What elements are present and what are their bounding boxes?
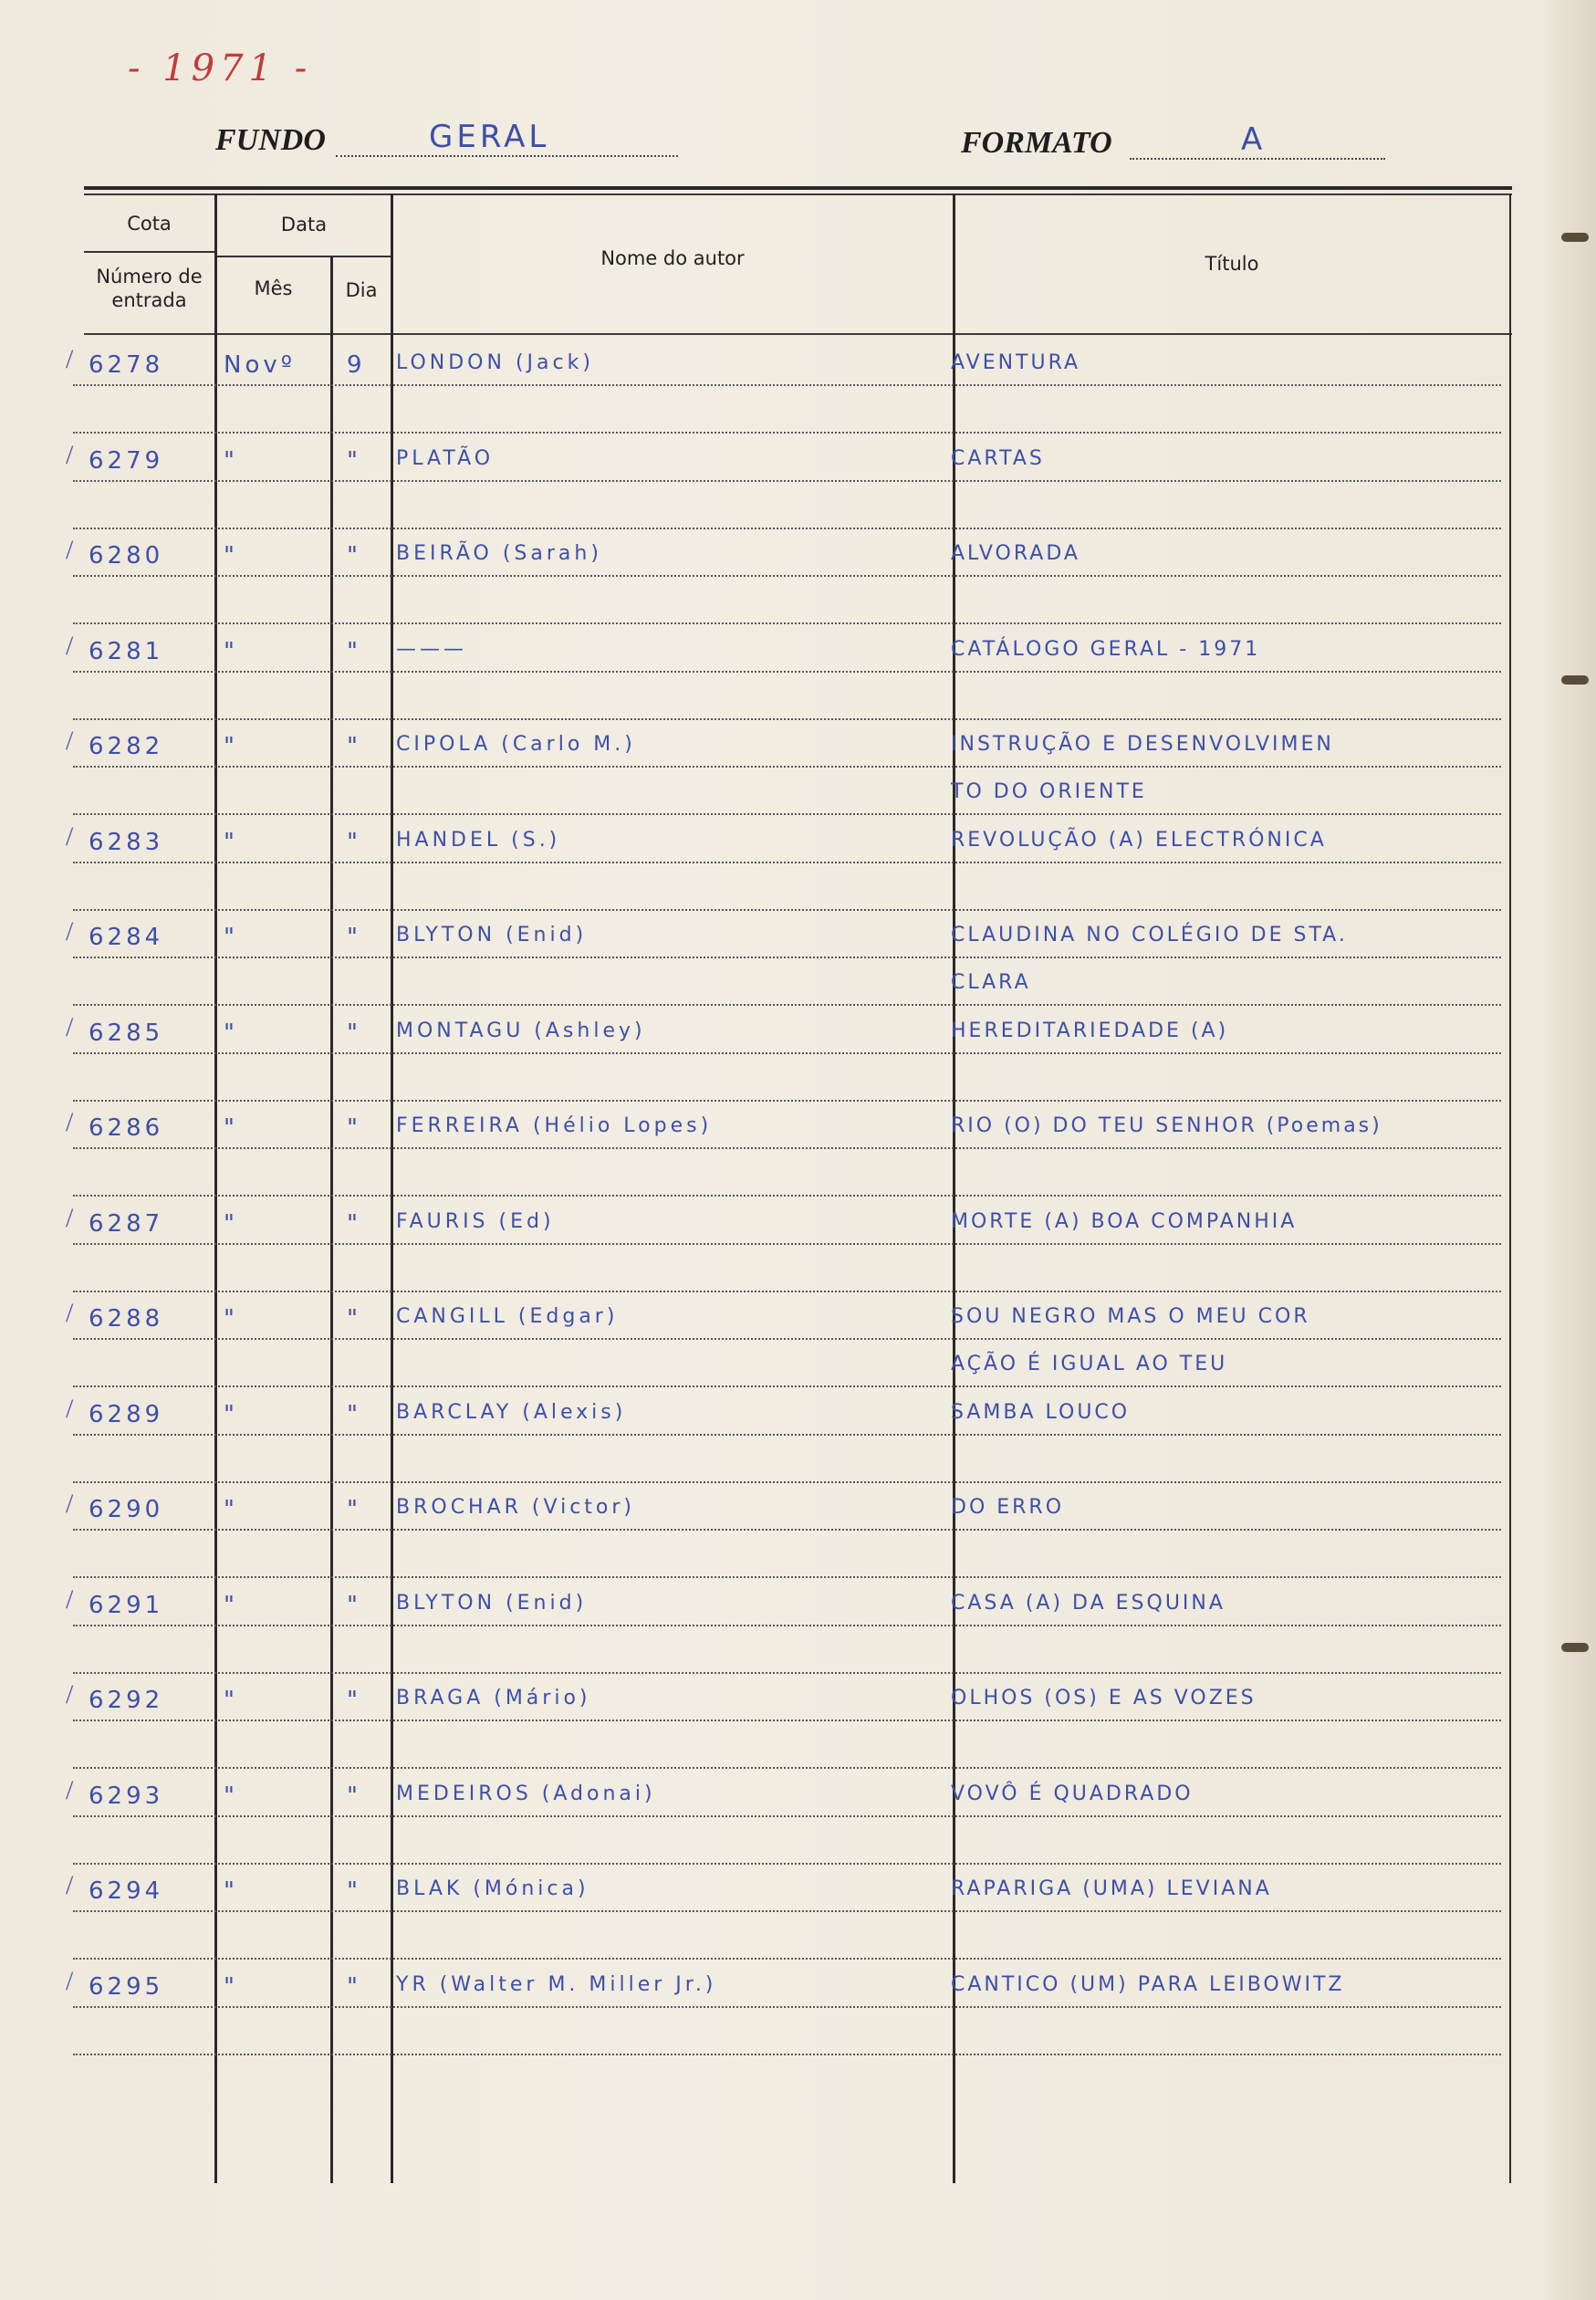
- check-mark-icon: /: [66, 1870, 74, 1900]
- book-title: SOU NEGRO MAS O MEU COR: [951, 1305, 1310, 1328]
- author-name: HANDEL (S.): [396, 828, 561, 852]
- row-rule: [73, 813, 1501, 815]
- book-title: REVOLUÇÃO (A) ELECTRÓNICA: [951, 828, 1327, 852]
- author-name: PLATÃO: [396, 446, 495, 470]
- binder-hole: [1561, 1643, 1589, 1652]
- row-rule: [73, 1910, 1501, 1912]
- book-title: VOVÔ É QUADRADO: [951, 1782, 1194, 1805]
- check-mark-icon: /: [66, 344, 74, 374]
- entry-day: ": [347, 542, 361, 570]
- check-mark-icon: /: [66, 1965, 74, 1996]
- author-name: BLYTON (Enid): [396, 1591, 588, 1615]
- row-rule: [73, 2006, 1501, 2008]
- entry-day: ": [347, 637, 361, 665]
- entry-number: 6292: [89, 1687, 164, 1714]
- author-name: BROCHAR (Victor): [396, 1496, 635, 1519]
- col-header-numero: Número de entrada: [96, 266, 203, 311]
- entry-day: ": [347, 1496, 361, 1523]
- row-rule: [73, 1004, 1501, 1006]
- fundo-value: GERAL: [429, 119, 550, 155]
- row-rule: [73, 1147, 1501, 1149]
- author-name: CANGILL (Edgar): [396, 1305, 619, 1328]
- book-title: DO ERRO: [951, 1496, 1065, 1519]
- book-title-continuation: CLARA: [951, 971, 1031, 994]
- check-mark-icon: /: [66, 1393, 74, 1424]
- check-mark-icon: /: [66, 439, 74, 470]
- col-line-2: [330, 257, 333, 2183]
- entry-number: 6290: [89, 1496, 164, 1523]
- year-note: - 1971 -: [128, 47, 313, 89]
- entry-day: ": [347, 1782, 361, 1810]
- binder-hole: [1561, 233, 1589, 242]
- book-title: CLAUDINA NO COLÉGIO DE STA.: [951, 924, 1348, 946]
- entry-number: 6278: [89, 351, 164, 379]
- book-title: MORTE (A) BOA COMPANHIA: [951, 1209, 1298, 1233]
- row-rule: [73, 1338, 1501, 1340]
- row-rule: [73, 480, 1501, 482]
- row-rule: [73, 862, 1501, 863]
- check-mark-icon: /: [66, 535, 74, 565]
- row-rule: [73, 1863, 1501, 1865]
- check-mark-icon: /: [66, 821, 74, 852]
- binder-hole: [1561, 675, 1589, 685]
- row-rule: [73, 622, 1501, 624]
- row-rule: [73, 1195, 1501, 1197]
- col-header-data: Data: [280, 214, 328, 235]
- entry-number: 6291: [89, 1591, 164, 1619]
- row-rule: [73, 1529, 1501, 1531]
- col-header-titulo: Título: [1205, 253, 1259, 275]
- table-header-bottom-rule: [84, 333, 1512, 335]
- entry-month: ": [224, 1305, 238, 1333]
- check-mark-icon: /: [66, 1774, 74, 1805]
- entry-day: ": [347, 446, 361, 475]
- book-title: CATÁLOGO GERAL - 1971: [951, 637, 1261, 661]
- entry-month: ": [224, 924, 238, 951]
- entry-month: ": [224, 542, 238, 570]
- row-rule: [73, 957, 1501, 958]
- table-top-rule-2: [84, 193, 1512, 195]
- row-rule: [73, 1720, 1501, 1721]
- col-line-5: [1509, 193, 1511, 2183]
- entry-number: 6287: [89, 1209, 164, 1238]
- entry-day: ": [347, 733, 361, 760]
- row-rule: [73, 671, 1501, 673]
- entry-month: ": [224, 1209, 238, 1238]
- check-mark-icon: /: [66, 1584, 74, 1615]
- col-line-1: [214, 193, 217, 2183]
- author-name: BEIRÃO (Sarah): [396, 542, 602, 565]
- check-mark-icon: /: [66, 1011, 74, 1042]
- row-rule: [73, 909, 1501, 911]
- entry-month: ": [224, 1782, 238, 1810]
- book-title-continuation: TO DO ORIENTE: [951, 780, 1147, 803]
- cota-divider: [84, 251, 214, 253]
- col-header-cota: Cota: [127, 213, 172, 235]
- book-title-continuation: AÇÃO É IGUAL AO TEU: [951, 1353, 1228, 1375]
- check-mark-icon: /: [66, 1107, 74, 1137]
- col-header-dia: Dia: [345, 279, 378, 301]
- entry-number: 6288: [89, 1305, 164, 1333]
- entry-day: ": [347, 1209, 361, 1238]
- row-rule: [73, 1291, 1501, 1292]
- entry-number: 6285: [89, 1019, 164, 1047]
- row-rule: [73, 1481, 1501, 1483]
- entry-day: ": [347, 1687, 361, 1714]
- entry-day: ": [347, 1591, 361, 1619]
- row-rule: [73, 1243, 1501, 1245]
- check-mark-icon: /: [66, 1679, 74, 1709]
- author-name: FAURIS (Ed): [396, 1209, 555, 1233]
- entry-day: ": [347, 1019, 361, 1047]
- entry-number: 6281: [89, 637, 164, 665]
- entry-number: 6279: [89, 446, 164, 475]
- entry-day: ": [347, 828, 361, 856]
- entry-month: ": [224, 1591, 238, 1619]
- row-rule: [73, 575, 1501, 577]
- entry-month: ": [224, 1877, 238, 1905]
- entry-day: ": [347, 924, 361, 951]
- entry-month: ": [224, 828, 238, 856]
- row-rule: [73, 1576, 1501, 1578]
- formato-value: A: [1241, 121, 1267, 158]
- entry-month: ": [224, 1400, 238, 1428]
- entry-day: ": [347, 1305, 361, 1333]
- entry-day: ": [347, 1877, 361, 1905]
- row-rule: [73, 1052, 1501, 1054]
- book-title: CASA (A) DA ESQUINA: [951, 1591, 1226, 1615]
- entry-month: Novº: [224, 351, 296, 379]
- entry-number: 6283: [89, 828, 164, 856]
- fundo-label: FUNDO: [215, 123, 326, 157]
- row-rule: [73, 766, 1501, 768]
- author-name: LONDON (Jack): [396, 351, 594, 374]
- data-divider: [216, 256, 391, 257]
- author-name: CIPOLA (Carlo M.): [396, 733, 636, 756]
- check-mark-icon: /: [66, 1298, 74, 1328]
- entry-day: ": [347, 1400, 361, 1428]
- check-mark-icon: /: [66, 916, 74, 946]
- entry-number: 6280: [89, 542, 164, 570]
- col-header-autor: Nome do autor: [600, 247, 745, 269]
- entry-day: 9: [347, 351, 366, 379]
- formato-dotline: [1130, 158, 1385, 160]
- book-title: CARTAS: [951, 446, 1045, 470]
- entry-number: 6295: [89, 1972, 164, 2001]
- row-rule: [73, 1434, 1501, 1436]
- entry-month: ": [224, 733, 238, 760]
- entry-month: ": [224, 637, 238, 665]
- row-rule: [73, 528, 1501, 529]
- author-name: BLAK (Mónica): [396, 1877, 589, 1900]
- book-title: RIO (O) DO TEU SENHOR (Poemas): [951, 1114, 1382, 1137]
- book-title: OLHOS (OS) E AS VOZES: [951, 1687, 1257, 1709]
- book-title: AVENTURA: [951, 351, 1081, 374]
- row-rule: [73, 1672, 1501, 1674]
- formato-label: FORMATO: [961, 126, 1112, 160]
- row-rule: [73, 1815, 1501, 1817]
- entry-number: 6293: [89, 1782, 164, 1810]
- author-name: ———: [396, 637, 467, 661]
- page-edge-shadow: [1541, 0, 1596, 2300]
- entry-month: ": [224, 1114, 238, 1142]
- book-title: RAPARIGA (UMA) LEVIANA: [951, 1877, 1272, 1900]
- row-rule: [73, 1767, 1501, 1769]
- row-rule: [73, 432, 1501, 434]
- check-mark-icon: /: [66, 726, 74, 756]
- book-title: HEREDITARIEDADE (A): [951, 1019, 1229, 1042]
- entry-month: ": [224, 1496, 238, 1523]
- row-rule: [73, 1958, 1501, 1960]
- author-name: FERREIRA (Hélio Lopes): [396, 1114, 713, 1137]
- entry-month: ": [224, 446, 238, 475]
- check-mark-icon: /: [66, 1489, 74, 1519]
- author-name: BLYTON (Enid): [396, 924, 588, 946]
- row-rule: [73, 384, 1501, 386]
- book-title: ALVORADA: [951, 542, 1080, 565]
- fundo-dotline: [336, 155, 678, 157]
- author-name: BARCLAY (Alexis): [396, 1400, 627, 1424]
- entry-number: 6286: [89, 1114, 164, 1142]
- check-mark-icon: /: [66, 630, 74, 661]
- col-line-3: [391, 193, 393, 2183]
- entry-day: ": [347, 1114, 361, 1142]
- author-name: MEDEIROS (Adonai): [396, 1782, 656, 1805]
- book-title: INSTRUÇÃO E DESENVOLVIMEN: [951, 733, 1334, 756]
- entry-month: ": [224, 1972, 238, 2001]
- entry-number: 6282: [89, 733, 164, 760]
- entry-number: 6289: [89, 1400, 164, 1428]
- author-name: YR (Walter M. Miller Jr.): [396, 1972, 717, 1996]
- author-name: BRAGA (Mário): [396, 1687, 591, 1709]
- entry-month: ": [224, 1687, 238, 1714]
- book-title: SAMBA LOUCO: [951, 1400, 1131, 1424]
- entry-day: ": [347, 1972, 361, 2001]
- row-rule: [73, 1100, 1501, 1102]
- entry-month: ": [224, 1019, 238, 1047]
- table-top-rule: [84, 186, 1512, 190]
- book-title: CANTICO (UM) PARA LEIBOWITZ: [951, 1972, 1345, 1996]
- row-rule: [73, 718, 1501, 720]
- entry-number: 6284: [89, 924, 164, 951]
- row-rule: [73, 1625, 1501, 1626]
- col-header-mes: Mês: [254, 277, 293, 299]
- row-rule: [73, 1385, 1501, 1387]
- entry-number: 6294: [89, 1877, 164, 1905]
- row-rule: [73, 2054, 1501, 2055]
- check-mark-icon: /: [66, 1202, 74, 1233]
- author-name: MONTAGU (Ashley): [396, 1019, 646, 1042]
